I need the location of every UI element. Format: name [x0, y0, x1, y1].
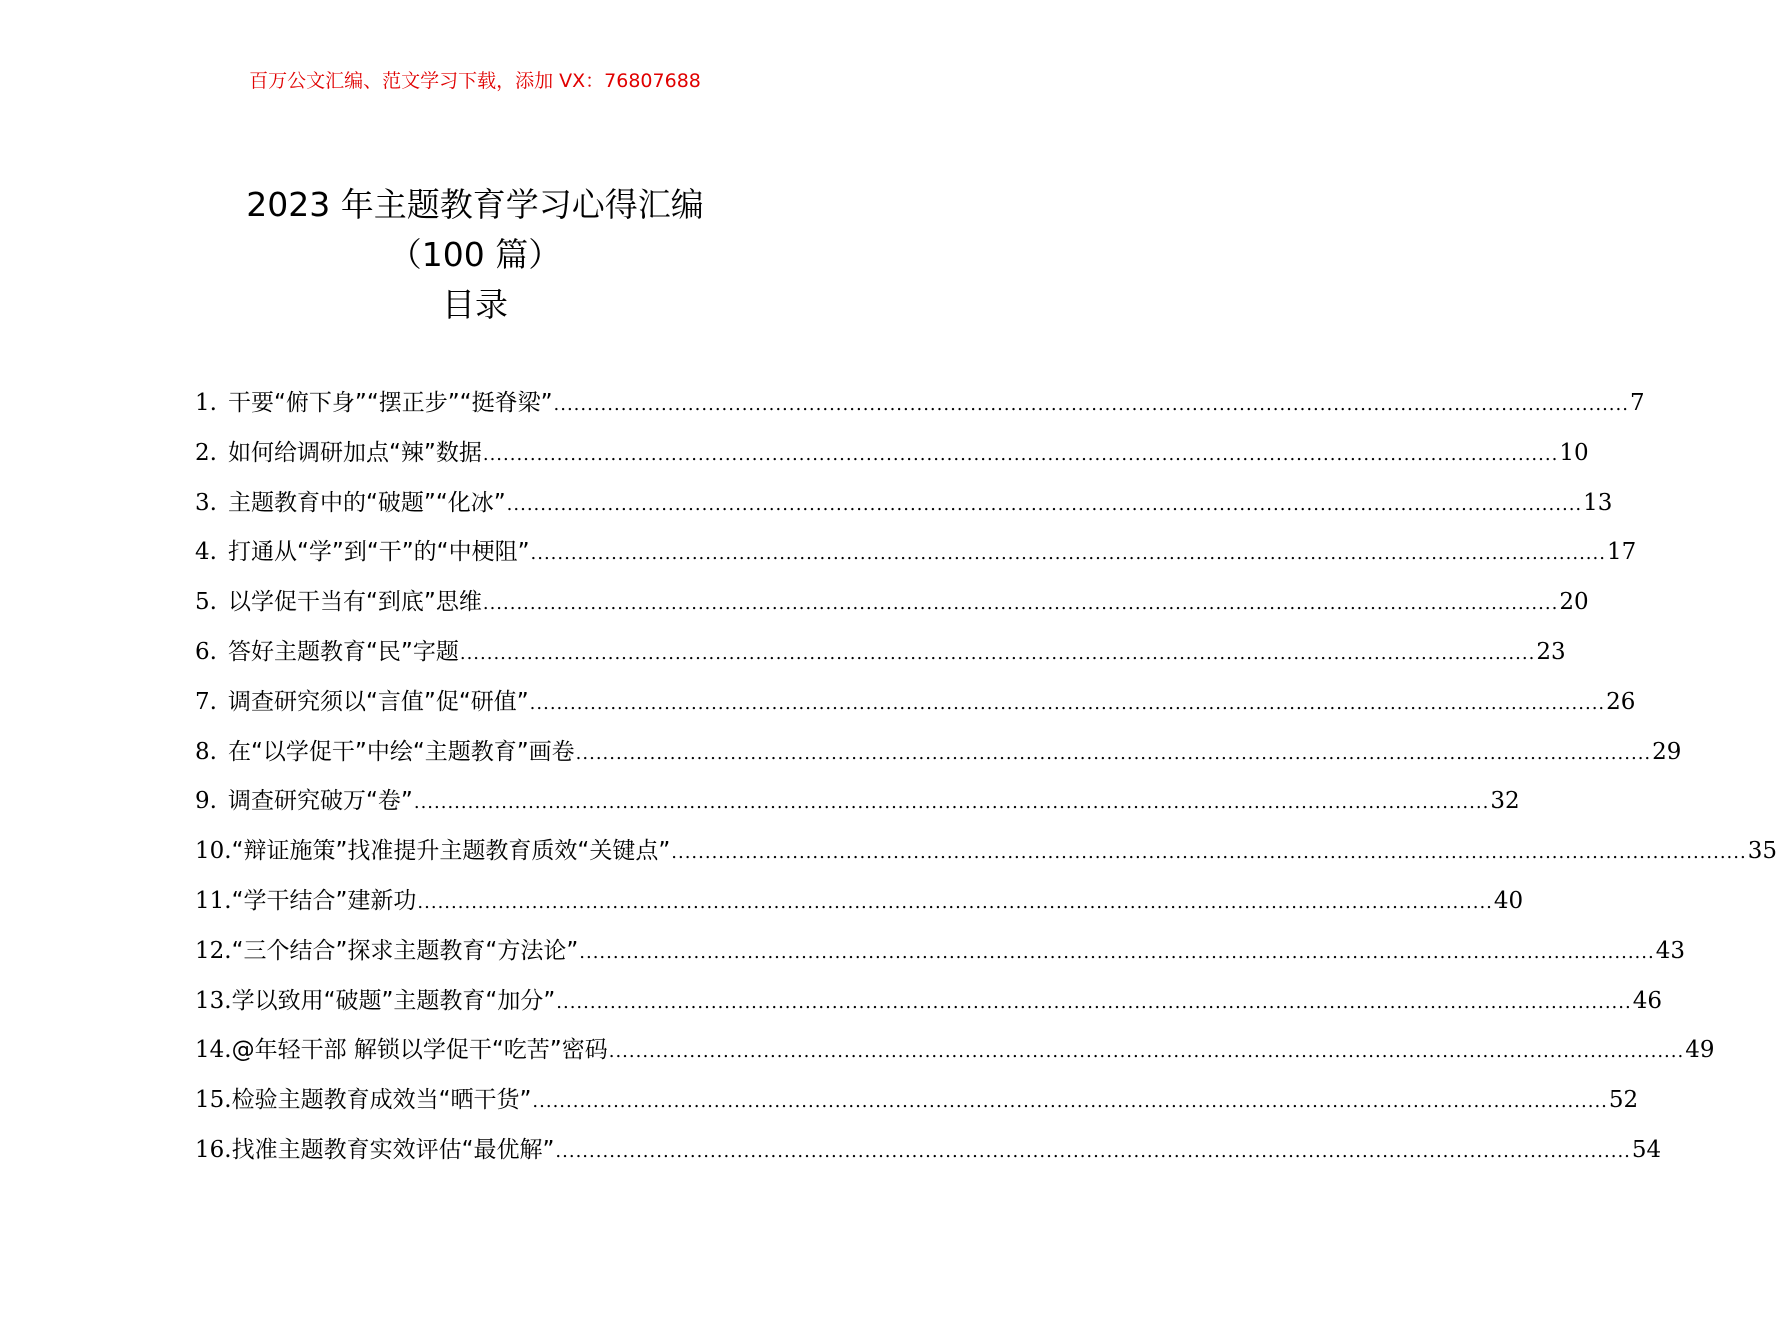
title-block — [0, 180, 950, 330]
toc-entry[interactable] — [195, 678, 1636, 728]
toc-entry-title: 以学促干当有“到底”思维 — [228, 589, 482, 616]
toc-entry-page: 32 — [1490, 788, 1520, 815]
toc-heading: 目录 — [442, 285, 508, 324]
toc-entry-number: 10. — [195, 838, 232, 865]
document-title: 2023 年主题教育学习心得汇编 — [246, 185, 704, 224]
toc-entry-page: 26 — [1606, 688, 1636, 715]
toc-entry-page: 7 — [1629, 390, 1645, 416]
toc-entry-number: 15. — [195, 1087, 232, 1114]
toc-entry-title: 如何给调研加点“辣”数据 — [228, 439, 482, 466]
toc-entry-number: 2. — [195, 439, 217, 466]
toc-entry-number: 13. — [195, 987, 232, 1014]
toc-entry[interactable] — [195, 479, 1613, 529]
table-of-contents — [195, 379, 1777, 1176]
toc-entry-page: 40 — [1493, 887, 1524, 914]
toc-entry-number: 16. — [195, 1136, 232, 1163]
toc-entry-number: 11. — [195, 887, 232, 914]
toc-entry[interactable] — [195, 628, 1566, 678]
toc-entry[interactable] — [195, 827, 1777, 877]
toc-entry-title: “学干结合”建新功 — [231, 887, 417, 914]
toc-entry-title: 答好主题教育“民”字题 — [228, 638, 459, 665]
toc-entry[interactable] — [195, 777, 1520, 827]
toc-entry-number: 4. — [195, 539, 217, 566]
toc-entry-number: 8. — [195, 738, 217, 765]
toc-entry-number: 3. — [195, 489, 217, 516]
toc-dot-leader — [609, 1027, 1684, 1077]
toc-entry-title: 主题教育中的“破题”“化冰” — [228, 489, 506, 516]
toc-entry-number: 14. — [195, 1037, 232, 1064]
toc-dot-leader — [414, 778, 1489, 828]
toc-entry-title: 调查研究破万“卷” — [228, 788, 413, 815]
toc-entry-title: 打通从“学”到“干”的“中梗阻” — [228, 539, 530, 566]
toc-entry-page: 17 — [1606, 539, 1637, 566]
toc-entry[interactable] — [195, 728, 1682, 778]
toc-entry-number: 6. — [195, 638, 217, 665]
toc-entry[interactable] — [195, 1126, 1662, 1176]
toc-dot-leader — [530, 679, 1605, 729]
toc-entry-page: 43 — [1655, 937, 1685, 964]
toc-entry-page: 46 — [1632, 987, 1662, 1014]
toc-entry-page: 49 — [1685, 1037, 1715, 1064]
toc-entry-number: 7. — [195, 688, 217, 715]
toc-entry-page: 20 — [1559, 589, 1589, 616]
toc-dot-leader — [556, 978, 1631, 1028]
toc-entry[interactable] — [195, 429, 1589, 479]
toc-entry-title: “三个结合”探求主题教育“方法论” — [231, 937, 579, 964]
toc-entry-title: @年轻干部 解锁以学促干“吃苦”密码 — [231, 1037, 608, 1064]
toc-dot-leader — [576, 729, 1651, 779]
toc-entry[interactable] — [195, 927, 1685, 977]
toc-dot-leader — [555, 1127, 1630, 1177]
toc-entry-title: 干要“俯下身”“摆正步”“挺脊梁” — [228, 390, 553, 416]
toc-dot-leader — [554, 380, 1629, 430]
toc-dot-leader — [532, 1077, 1607, 1127]
toc-entry-number: 1. — [195, 390, 217, 416]
toc-entry-number: 5. — [195, 589, 217, 616]
toc-entry-page: 23 — [1536, 638, 1566, 665]
toc-entry[interactable] — [195, 528, 1637, 578]
toc-entry-page: 54 — [1631, 1136, 1662, 1163]
toc-entry-page: 10 — [1559, 439, 1589, 466]
toc-entry[interactable] — [195, 1076, 1639, 1126]
toc-entry-title: “辩证施策”找准提升主题教育质效“关键点” — [231, 838, 671, 865]
toc-dot-leader — [507, 480, 1582, 530]
toc-entry-page: 52 — [1608, 1087, 1639, 1114]
toc-entry[interactable] — [195, 977, 1662, 1027]
toc-dot-leader — [671, 828, 1746, 878]
document-subtitle: （100 篇） — [388, 235, 562, 274]
header-note: 百万公文汇编、范文学习下载，添加 VX：76807688 — [249, 70, 701, 92]
toc-entry-number: 12. — [195, 937, 232, 964]
toc-entry-title: 在“以学促干”中绘“主题教育”画卷 — [228, 738, 575, 765]
toc-entry[interactable] — [195, 1026, 1715, 1076]
toc-entry-page: 29 — [1652, 738, 1682, 765]
toc-entry-title: 检验主题教育成效当“晒干货” — [231, 1087, 532, 1114]
toc-entry[interactable] — [195, 379, 1645, 429]
toc-entry-title: 找准主题教育实效评估“最优解” — [231, 1136, 555, 1163]
toc-entry[interactable] — [195, 877, 1524, 927]
toc-dot-leader — [531, 529, 1606, 579]
toc-entry-number: 9. — [195, 788, 217, 815]
toc-dot-leader — [483, 579, 1558, 629]
toc-entry[interactable] — [195, 578, 1589, 628]
toc-entry-title: 学以致用“破题”主题教育“加分” — [231, 987, 556, 1014]
toc-dot-leader — [460, 629, 1535, 679]
toc-dot-leader — [483, 430, 1558, 480]
toc-dot-leader — [579, 928, 1654, 978]
toc-entry-page: 35 — [1747, 838, 1777, 865]
toc-dot-leader — [417, 878, 1492, 928]
toc-entry-title: 调查研究须以“言值”促“研值” — [228, 688, 529, 715]
toc-entry-page: 13 — [1583, 489, 1613, 516]
